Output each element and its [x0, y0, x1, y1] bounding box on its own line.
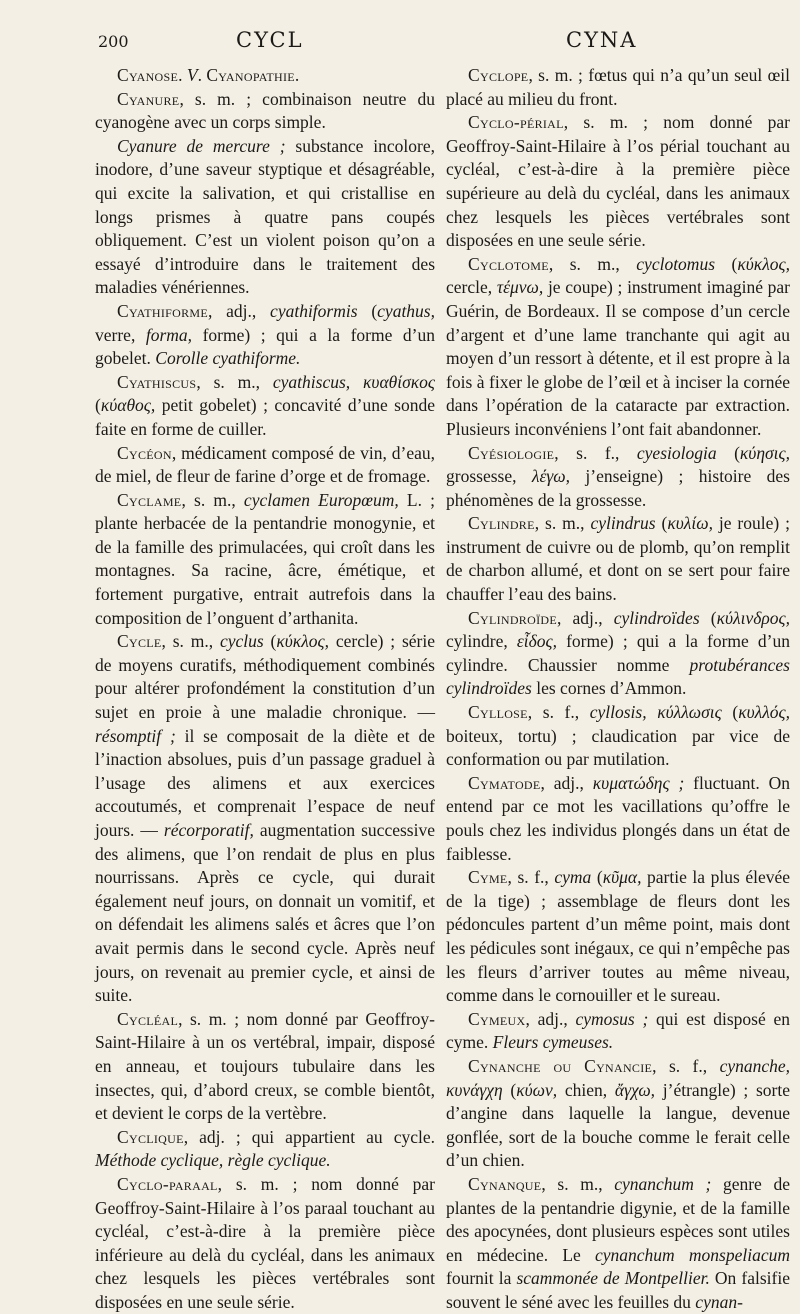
entry-text: verre,	[95, 324, 146, 345]
entry-text: , s. m. ; nom donné par Geoffroy-Saint-Hilaire à l’os périal touchant au cycléal, c’est-à-dire à la première pièce supérieure au delà du cycléal, dans les animaux chez lesquels les pièces vertébrales sont disposées en une seule série.	[446, 112, 790, 251]
dictionary-entry	[446, 1008, 790, 1055]
running-head-left: CYCL	[236, 28, 304, 52]
entry-italic-text: cyathus,	[377, 300, 435, 321]
entry-italic-text: résomptif ;	[95, 725, 176, 746]
entry-headword: Cyclo-paraal	[117, 1173, 218, 1194]
entry-text: , s. m.,	[534, 513, 591, 534]
entry-text: forme) ; qui a la forme d’un cylindre. Chaussier nomme	[446, 631, 790, 675]
dictionary-entry	[95, 135, 435, 300]
entry-headword: Cyathiforme	[117, 300, 208, 321]
entry-text: (	[715, 253, 738, 274]
entry-italic-text: cynanchum monspeliacum	[595, 1244, 790, 1265]
entry-text: L. ; plante herbacée de la pentandrie monogynie, et de la famille des primulacées, qui croît dans les montagnes. Sa racine, âcre, émétique, et fortement purgative, entrait autrefois dans la composition de l’onguent d’arthanita.	[95, 489, 435, 628]
entry-text: , s. m.,	[196, 371, 273, 392]
entry-headword: Cymatode	[468, 772, 541, 793]
entry-text: (	[502, 1079, 517, 1100]
entry-text: grossesse,	[446, 466, 532, 487]
entry-italic-text: κύκλος,	[276, 631, 329, 652]
dictionary-entry	[446, 772, 790, 866]
entry-text: , s. f.,	[507, 867, 555, 888]
entry-headword: Cymeux	[468, 1008, 526, 1029]
entry-italic-text: κυλλός,	[738, 702, 791, 723]
entry-text: chien,	[557, 1079, 615, 1100]
entry-text: (	[357, 300, 378, 321]
entry-text: forme) ; qui a la forme d’un gobelet.	[95, 324, 435, 369]
entry-italic-text: cylindroïdes	[613, 607, 700, 628]
entry-text: cylindre,	[446, 631, 517, 652]
dictionary-entry	[446, 1055, 790, 1173]
entry-headword: Cyésiologie	[468, 442, 555, 463]
entry-text: , s. m.,	[548, 253, 637, 274]
entry-headword: Cyclique	[117, 1126, 184, 1147]
entry-italic-text: κύκλος,	[737, 253, 790, 274]
dictionary-entry	[446, 64, 790, 111]
entry-italic-text: κῦμα,	[602, 867, 642, 888]
dictionary-entry	[95, 1008, 435, 1126]
entry-headword: Cyathiscus	[117, 371, 197, 392]
dictionary-entry	[95, 1173, 435, 1314]
entry-italic-text: V	[186, 65, 198, 85]
entry-headword: Cyme	[468, 867, 508, 888]
entry-text: , s. f.,	[652, 1055, 720, 1076]
entry-text: (	[721, 702, 739, 723]
entry-italic-text: cynan-	[695, 1291, 743, 1312]
entry-italic-text: Fleurs cymeuses.	[492, 1032, 614, 1053]
entry-italic-text: cyma	[554, 867, 592, 888]
entry-text: j’enseigne) ; histoire des phénomènes de la grossesse.	[446, 466, 790, 510]
entry-italic-text: cyclotomus	[636, 253, 716, 274]
page-number: 200	[98, 32, 129, 51]
entry-text: petit gobelet) ; concavité d’une sonde faite en forme de cuiller.	[95, 395, 435, 439]
entry-text: .	[178, 65, 187, 85]
entry-headword: Cyanure	[117, 88, 180, 109]
entry-headword: Cyanopathie	[206, 65, 295, 85]
entry-text: On falsifie souvent le séné avec les feuilles du	[446, 1268, 790, 1312]
entry-headword: Cycle	[117, 631, 162, 652]
dictionary-entry	[95, 371, 435, 442]
dictionary-entry	[446, 512, 790, 606]
entry-italic-text: cynanchum ;	[614, 1173, 712, 1194]
entry-text: (	[699, 607, 717, 628]
entry-italic-text: scammonée de Montpellier.	[516, 1268, 710, 1289]
dictionary-entry	[95, 489, 435, 631]
entry-italic-text: Cyanure de mercure ;	[117, 135, 286, 156]
entry-headword: Cyclope	[468, 65, 529, 85]
entry-italic-text: ἄγχω,	[614, 1079, 656, 1100]
entry-text: , s. m. ; fœtus qui n’a qu’un seul œil placé au milieu du front.	[446, 65, 790, 109]
dictionary-entry	[95, 630, 435, 1008]
entry-text: (	[591, 867, 603, 888]
entry-text: , s. m. ; nom donné par Geoffroy-Saint-Hilaire à l’os paraal touchant au cycléal, c’est-à-dire à la première pièce inférieure au delà du cycléal, dans les animaux chez lesquels les pièces vertébrales sont disposées en une seule série.	[95, 1173, 435, 1312]
entry-italic-text: cyathiformis	[270, 300, 358, 321]
entry-text: substance incolore, inodore, d’une saveur styptique et désagréable, qui excite la salivation, et qui cristallise en longs prismes à quatre pans coupés obliquement. C’est un violent poison qu’on a essayé d’introduire dans le traitement des maladies vénériennes.	[95, 135, 435, 298]
entry-italic-text: κύλινδρος,	[716, 607, 790, 628]
entry-text: boiteux, tortu) ; claudication par vice de conformation ou par mutilation.	[446, 725, 790, 770]
entry-text: , s. f.,	[527, 702, 590, 723]
entry-headword: Cyclotome	[468, 253, 549, 274]
entry-text: j’étrangle) ; sorte d’angine dans laquelle la langue, devenue gonflée, sort de la bouche comme le ferait celle d’un chien.	[446, 1079, 790, 1171]
entry-italic-text: τέμνω,	[496, 277, 544, 298]
entry-text: , adj.,	[525, 1008, 576, 1029]
entry-text: il se composait de la diète et de l’inaction absolues, puis d’un passage graduel à l’usage des alimens et aux exercices accoutumés, et comprenait l’espace de neuf jours. —	[95, 725, 435, 840]
entry-text: , s. m.,	[181, 489, 244, 510]
entry-italic-text: cyclus	[219, 631, 264, 652]
entry-headword: Cynanque	[468, 1173, 542, 1194]
entry-text: les cornes d’Ammon.	[531, 678, 687, 699]
entry-italic-text: κύησις,	[739, 442, 790, 463]
entry-italic-text: εἶδος,	[516, 631, 557, 652]
entry-italic-text: cyclamen Europœum,	[243, 489, 399, 510]
entry-italic-text: récorporatif,	[163, 820, 254, 840]
entry-italic-text: cyesiologia	[636, 442, 717, 463]
entry-text: augmentation successive des alimens, que l’on rendait de plus en plus nourrissans. Après ce cycle, qui durait également neuf jours, on donnait un vomitif, et on défendait les alimens salés et âcres que l’on avait permis dans le second cycle. Après neuf jours, on revenait au premier cycle, et ainsi de suite.	[95, 820, 435, 1006]
entry-text: , médicament composé de vin, d’eau, de miel, de fleur de farine d’orge et de fromage.	[95, 442, 435, 487]
entry-italic-text: cymosus ;	[575, 1008, 649, 1029]
entry-italic-text: cyathiscus, κυαθίσκος	[272, 371, 435, 392]
entry-text: partie la plus élevée de la tige) ; assemblage de fleurs dont les pédoncules partent d’un même point, mais dont les pédicules sont inégaux, ce qui n’empêche pas les fleurs d’arriver toutes au même niveau, comme dans le cornouiller et le sureau.	[446, 867, 791, 1006]
page-header	[0, 28, 800, 58]
dictionary-entry	[446, 701, 790, 772]
entry-italic-text: Corolle cyathiforme.	[155, 348, 301, 369]
dictionary-entry	[95, 64, 435, 88]
entry-text: , s. m.,	[541, 1173, 615, 1194]
entry-text: , s. m.,	[161, 631, 220, 652]
dictionary-entry	[446, 253, 790, 442]
dictionary-entry	[95, 300, 435, 371]
entry-italic-text: κύαθος,	[100, 395, 156, 416]
entry-headword: Cyllose	[468, 702, 528, 723]
entry-text: .	[197, 65, 207, 85]
entry-text: (	[263, 631, 277, 652]
dictionary-entry	[95, 442, 435, 489]
left-column	[95, 64, 435, 1314]
entry-italic-text: λέγω,	[531, 466, 570, 487]
entry-italic-text: cyllosis, κύλλωσις	[589, 702, 722, 723]
entry-text: , s. m. ; nom donné par Geoffroy-Saint-Hilaire à un os vertébral, impair, disposé en anneau, et toujours tubulaire dans les insectes, qui, d’abord creux, se comble bientôt, et devient le corps de la vertèbre.	[95, 1008, 435, 1124]
entry-text: je coupe) ; instrument imaginé par Guérin, de Bordeaux. Il se compose d’un cercle d’argent et d’une lame tranchante qui agit au moyen d’un ressort à détente, et il est propre à la fois à fixer le globe de l’œil et à inciser la cornée dans l’opération de la cataracte par extraction. Plusieurs inconvéniens l’ont fait abandonner.	[446, 277, 790, 439]
entry-headword: Cylindroïde	[468, 607, 557, 628]
running-head-right: CYNA	[566, 28, 638, 52]
entry-italic-text: protubérances cylindroïdes	[446, 654, 790, 699]
entry-italic-text: Méthode cyclique, règle cyclique.	[95, 1150, 331, 1171]
entry-headword: Cyclame	[117, 489, 182, 510]
entry-text: (	[716, 442, 740, 463]
dictionary-entry	[95, 1126, 435, 1173]
entry-text: je roule) ; instrument de cuivre ou de plomb, qu’on remplit de charbon allumé, et dont on se sert pour faire chauffer l’eau des bains.	[446, 513, 791, 605]
entry-text: (	[655, 513, 668, 534]
entry-text: , adj.,	[556, 607, 614, 628]
entry-headword: Cyclo-périal	[468, 112, 564, 133]
dictionary-entry	[446, 111, 790, 253]
entry-text: cercle) ; série de moyens curatifs, méthodiquement combinés pour altérer profondément la constitution d’un sujet en proie à une maladie chronique. —	[95, 631, 435, 723]
entry-text: , adj.,	[540, 772, 593, 793]
right-column	[446, 64, 790, 1314]
dictionary-entry	[446, 1173, 790, 1314]
entry-text: cercle,	[446, 277, 497, 298]
entry-text: fluctuant. On entend par ce mot les vacillations qu’offre le pouls chez les individus plongés dans un état de faiblesse.	[446, 772, 790, 864]
entry-headword: Cycéon	[117, 442, 172, 463]
entry-text: genre de plantes de la pentandrie digynie, et de la famille des apocynées, dont plusieurs espèces sont utiles en médecine. Le	[446, 1173, 790, 1265]
entry-italic-text: κυλίω,	[667, 513, 713, 534]
entry-italic-text: κυματώδης ;	[592, 772, 685, 793]
entry-italic-text: cynanche, κυνάγχη	[446, 1055, 791, 1100]
entry-text: (	[95, 395, 101, 416]
entry-italic-text: κύων,	[516, 1079, 558, 1100]
entry-text: , adj.,	[207, 300, 271, 321]
dictionary-entry	[446, 607, 790, 701]
dictionary-entry	[95, 88, 435, 135]
entry-headword: Cylindre	[468, 513, 535, 534]
entry-text: , s. f.,	[554, 442, 637, 463]
entry-headword: Cynanche ou Cynancie	[468, 1055, 653, 1076]
entry-headword: Cyanose	[117, 65, 179, 85]
dictionary-entry	[446, 866, 790, 1008]
entry-italic-text: cylindrus	[590, 513, 656, 534]
entry-headword: Cycléal	[117, 1008, 179, 1029]
entry-text: .	[294, 65, 300, 85]
entry-text: qui est disposé en cyme.	[446, 1008, 790, 1053]
entry-text: fournit la	[446, 1268, 517, 1289]
entry-text: , adj. ; qui appartient au cycle.	[183, 1126, 435, 1147]
entry-text: , s. m. ; combinaison neutre du cyanogène avec un corps simple.	[95, 88, 435, 133]
entry-italic-text: forma,	[145, 324, 193, 345]
dictionary-entry	[446, 442, 790, 513]
